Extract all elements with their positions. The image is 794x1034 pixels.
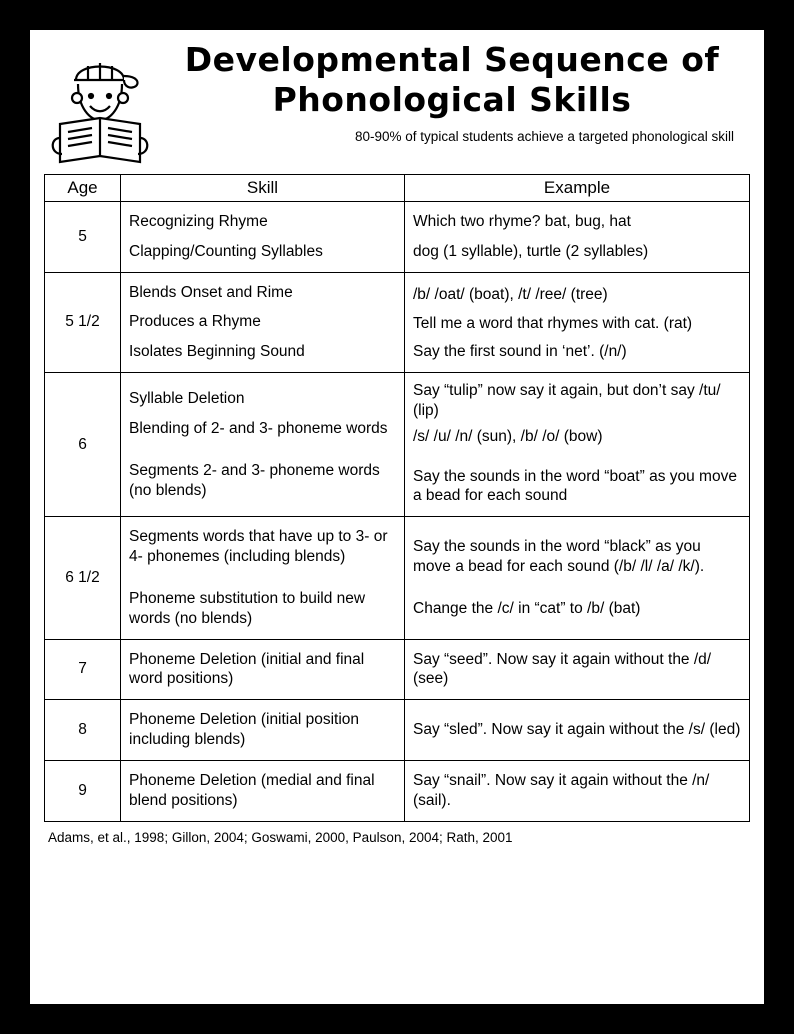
example-item: Say the sounds in the word “black” as you move a bead for each sound (/b/ /l/ /a/ /k/). — [413, 538, 705, 576]
skill-item: Syllable Deletion — [129, 390, 245, 408]
example-item: Say the first sound in ‘net’. (/n/) — [413, 343, 627, 361]
table-row — [45, 272, 750, 372]
worksheet-page — [28, 28, 766, 1006]
table-header-row — [45, 175, 750, 202]
phonological-skills-table — [44, 174, 750, 822]
cell-age: 7 — [45, 639, 121, 700]
spacer — [129, 444, 396, 456]
example-item: Say “seed”. Now say it again without the /d/ (see) — [413, 650, 712, 688]
skill-item: Phoneme Deletion (initial and final word positions) — [129, 650, 365, 688]
cell-skill — [121, 760, 405, 821]
page-header — [44, 40, 750, 170]
example-item: Say “tulip” now say it again, but don’t say /tu/ (lip) — [413, 382, 721, 419]
skill-item: Isolates Beginning Sound — [129, 343, 305, 361]
table-row — [45, 517, 750, 639]
cell-skill — [121, 700, 405, 761]
child-reading-book-icon — [44, 40, 164, 166]
cell-example — [405, 373, 750, 517]
cell-age: 8 — [45, 700, 121, 761]
example-item: Say “sled”. Now say it again without the /s/ (led) — [413, 721, 741, 739]
example-item: /b/ /oat/ (boat), /t/ /ree/ (tree) — [413, 285, 608, 303]
spacer — [129, 572, 396, 584]
cell-example — [405, 202, 750, 273]
skill-item: Clapping/Counting Syllables — [129, 242, 323, 260]
cell-skill — [121, 272, 405, 372]
page-inner — [44, 40, 750, 994]
cell-example — [405, 272, 750, 372]
column-header-example: Example — [405, 175, 750, 202]
cell-skill — [121, 373, 405, 517]
skill-item: Segments words that have up to 3- or 4- phonemes (including blends) — [129, 528, 388, 566]
cell-age: 5 1/2 — [45, 272, 121, 372]
example-item: Say “snail”. Now say it again without the /n/ (sail). — [413, 771, 710, 809]
cell-example — [405, 760, 750, 821]
cell-example — [405, 517, 750, 639]
skill-item: Produces a Rhyme — [129, 313, 261, 331]
table-row — [45, 202, 750, 273]
table-row — [45, 700, 750, 761]
table-row — [45, 760, 750, 821]
column-header-age: Age — [45, 175, 121, 202]
skill-item: Segments 2- and 3- phoneme words (no blends) — [129, 461, 380, 499]
page-title-line-2: Phonological Skills — [272, 80, 632, 120]
spacer — [413, 450, 741, 462]
skill-item: Phoneme Deletion (medial and final blend positions) — [129, 771, 375, 809]
skill-item: Phoneme substitution to build new words (no blends) — [129, 589, 366, 627]
skill-item: Blending of 2- and 3- phoneme words — [129, 419, 388, 437]
example-item: Change the /c/ in “cat” to /b/ (bat) — [413, 599, 641, 617]
page-title-line-1: Developmental Sequence of — [184, 40, 720, 79]
column-header-skill: Skill — [121, 175, 405, 202]
table-row — [45, 639, 750, 700]
skill-item: Recognizing Rhyme — [129, 213, 268, 230]
skill-item: Phoneme Deletion (initial position including blends) — [129, 711, 360, 749]
cell-example — [405, 639, 750, 700]
example-item: Which two rhyme? bat, bug, hat — [413, 213, 631, 230]
example-item: /s/ /u/ /n/ (sun), /b/ /o/ (bow) — [413, 427, 603, 445]
cell-age: 6 1/2 — [45, 517, 121, 639]
example-item: Tell me a word that rhymes with cat. (rat) — [413, 315, 693, 333]
citation-footer: Adams, et al., 1998; Gillon, 2004; Goswami, 2000, Paulson, 2004; Rath, 2001 — [48, 829, 513, 845]
title-block — [164, 40, 750, 144]
cell-skill — [121, 202, 405, 273]
table-row — [45, 373, 750, 517]
example-item: Say the sounds in the word “boat” as you move a bead for each sound — [413, 467, 737, 505]
cell-age: 5 — [45, 202, 121, 273]
skill-item: Blends Onset and Rime — [129, 283, 293, 301]
example-item: dog (1 syllable), turtle (2 syllables) — [413, 242, 649, 260]
cell-age: 9 — [45, 760, 121, 821]
page-subtitle: 80-90% of typical students achieve a targeted phonological skill — [355, 128, 734, 144]
cell-age: 6 — [45, 373, 121, 517]
cell-example — [405, 700, 750, 761]
spacer — [413, 582, 741, 594]
cell-skill — [121, 639, 405, 700]
cell-skill — [121, 517, 405, 639]
